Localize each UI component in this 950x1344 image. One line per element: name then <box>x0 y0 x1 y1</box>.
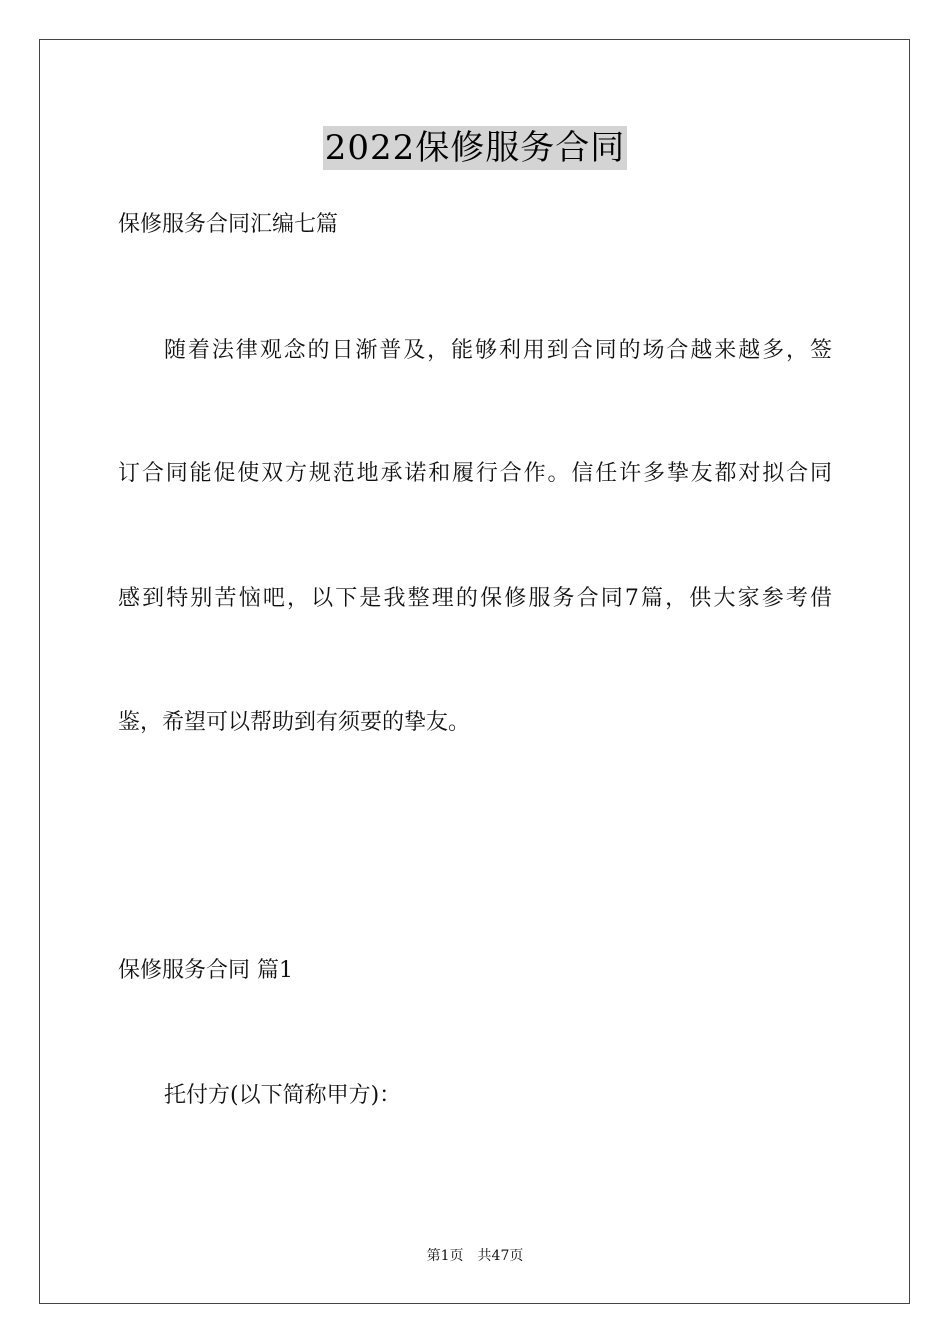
party-line: 托付方(以下简称甲方)： <box>164 1083 402 1108</box>
title-container <box>0 126 950 170</box>
document-title: 2022保修服务合同 <box>324 128 626 168</box>
section-heading: 保修服务合同 篇1 <box>118 958 293 983</box>
page-footer <box>0 1246 950 1266</box>
intro-paragraph-line-3: 感到特别苦恼吧，以下是我整理的保修服务合同7篇，供大家参考借 <box>118 586 832 611</box>
page-number-total: 共47页 <box>477 1248 524 1264</box>
document-subtitle: 保修服务合同汇编七篇 <box>118 212 339 237</box>
page-number-current: 第1页 <box>426 1248 464 1264</box>
intro-paragraph-line-1: 随着法律观念的日渐普及，能够利用到合同的场合越来越多，签 <box>164 338 832 363</box>
intro-paragraph-line-4: 鉴，希望可以帮助到有须要的挚友。 <box>118 710 471 735</box>
intro-paragraph-line-2: 订合同能促使双方规范地承诺和履行合作。信任许多挚友都对拟合同 <box>118 461 832 486</box>
